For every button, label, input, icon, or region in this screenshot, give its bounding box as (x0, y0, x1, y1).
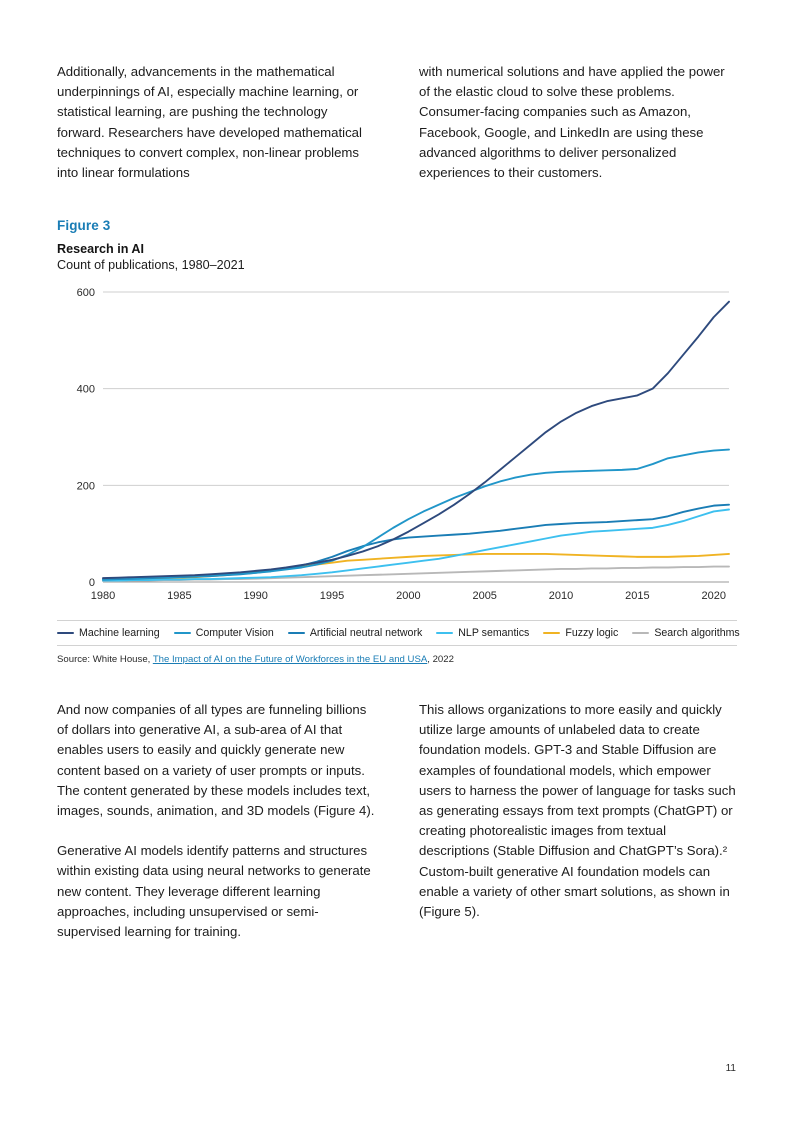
paragraph-bottom-right-1: This allows organizations to more easily and quickly utilize large amounts of unlabeled data to create foundation models. GPT-3 and Stable Diffusion are examples of foundational models, which empower users to harness the power of language for tasks such as generating essays from text prompts (ChatGPT) or creating photorealistic images from textual descriptions (Stable Diffusion and ChatGPT’s Sora).² Custom-built generative AI foundation models can enable a variety of other smart solutions, as shown in (Figure 5). (419, 702, 736, 920)
x-axis-tick-label: 1990 (243, 590, 268, 602)
legend-label: Computer Vision (195, 627, 274, 639)
top-left-column (57, 62, 375, 183)
figure-3 (57, 218, 740, 665)
figure-source (57, 654, 737, 665)
bottom-left-column (57, 700, 375, 942)
legend-item[interactable] (632, 627, 739, 639)
legend-swatch-icon (288, 632, 305, 635)
x-axis-tick-label: 1985 (167, 590, 192, 602)
chart-area (57, 284, 737, 614)
legend-item[interactable] (436, 627, 529, 639)
bottom-right-column (419, 700, 737, 942)
source-prefix: Source: White House, (57, 654, 153, 665)
x-axis-tick-label: 2005 (472, 590, 497, 602)
legend-swatch-icon (632, 632, 649, 635)
legend-swatch-icon (57, 632, 74, 635)
x-axis-tick-label: 2010 (548, 590, 574, 602)
legend-label: Artificial neutral network (309, 627, 423, 639)
figure-subtitle: Count of publications, 1980–2021 (57, 258, 245, 272)
paragraph-top-right: with numerical solutions and have applied the power of the elastic cloud to solve these problems. Consumer-facing companies such as Amazon, Facebook, Google, and LinkedIn are using these advanced algorithms to deliver personalized experiences to their customers. (419, 64, 725, 181)
legend-swatch-icon (543, 632, 560, 635)
legend-label: Machine learning (79, 627, 160, 639)
page-number: 11 (725, 1063, 736, 1074)
bottom-text-columns (57, 700, 737, 942)
x-axis-tick-label: 2020 (701, 590, 726, 602)
y-axis-tick-label: 600 (76, 287, 95, 299)
x-axis-tick-label: 2015 (625, 590, 650, 602)
y-axis-tick-label: 400 (76, 383, 95, 396)
chart-line-computer-vision (103, 450, 729, 580)
top-text-columns (57, 62, 737, 183)
paragraph-bottom-left-2: Generative AI models identify patterns and structures within existing data using neural networks to generate new content. They leverage different learning approaches, including unsupervised or semi-supervised learning for training. (57, 843, 371, 940)
legend-item[interactable] (174, 627, 274, 639)
figure-title: Research in AI (57, 242, 145, 256)
line-chart (57, 284, 737, 614)
x-axis-tick-label: 1995 (319, 590, 345, 602)
x-axis-tick-label: 2000 (396, 590, 421, 602)
figure-label: Figure 3 (57, 218, 111, 233)
legend-item[interactable] (288, 627, 422, 639)
source-link[interactable]: The Impact of AI on the Future of Workforces in the EU and USA (152, 654, 428, 665)
source-suffix: , 2022 (427, 654, 454, 665)
y-axis-tick-label: 0 (88, 577, 95, 589)
legend-label: NLP semantics (458, 627, 530, 639)
y-axis-tick-label: 200 (76, 480, 95, 493)
top-right-column (419, 62, 737, 183)
legend-item[interactable] (543, 627, 618, 639)
chart-legend (57, 620, 740, 646)
legend-label: Search algorithms (654, 627, 740, 639)
paragraph-bottom-left-1: And now companies of all types are funneling billions of dollars into generative AI, a sub-area of AI that enables users to easily and quickly generate new content based on a variety of user prompts or inputs. The content generated by these models includes text, images, sounds, animation, and 3D models (Figure 4). (57, 702, 375, 819)
legend-label: Fuzzy logic (565, 627, 619, 639)
legend-swatch-icon (436, 632, 453, 635)
paragraph-top-left: Additionally, advancements in the mathematical underpinnings of AI, especially machine learning, or statistical learning, are pushing the technology forward. Researchers have developed mathematical techniques to convert complex, non-linear problems into linear formulations (57, 64, 362, 181)
legend-item[interactable] (57, 627, 160, 639)
legend-swatch-icon (174, 632, 191, 635)
x-axis-tick-label: 1980 (90, 590, 116, 602)
